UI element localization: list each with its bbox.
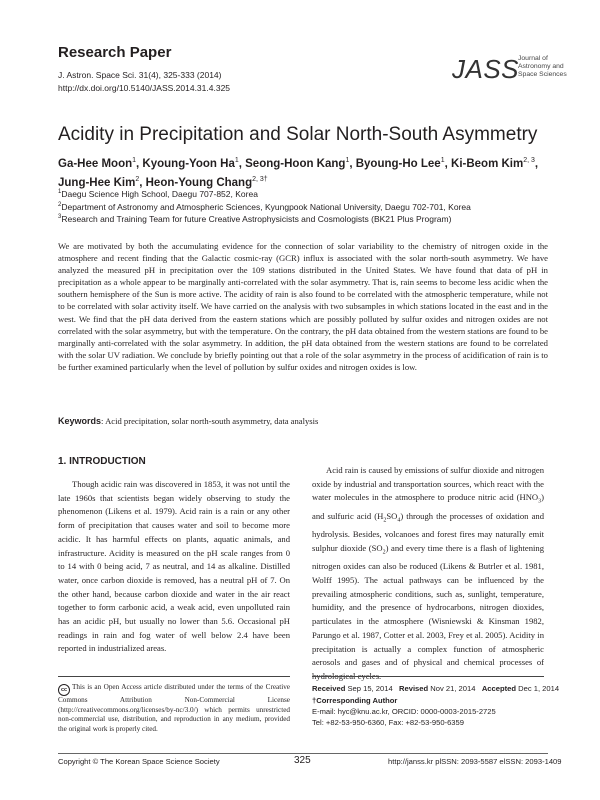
doi-link[interactable]: http://dx.doi.org/10.5140/JASS.2014.31.4.325 — [58, 83, 231, 93]
footer-issn: http://janss.kr plSSN: 2093-5587 elSSN: 2093-1409 — [388, 757, 562, 766]
author-name: Byoung-Ho Lee — [355, 157, 441, 170]
author-name: Kyoung-Yoon Ha — [142, 157, 235, 170]
author-affiliation-marker: 1 — [345, 157, 350, 164]
author-affiliation-marker: 2 — [135, 175, 140, 183]
keywords — [58, 416, 318, 426]
author-name: Heon-Young Chang — [145, 176, 253, 189]
author-email: E-mail: hyc@knu.ac.kr, ORCID: 0000-0003-2015-2725 — [312, 707, 496, 716]
body-column-left: Though acidic rain was discovered in 1853, it was not until the late 1960s that scientists began widely observing to study the phenomenon (Likens et al. 1979). Acid rain is a rain or any other form of precipitation that causes water and soil to become more acidic. It has harmful effects on plants, aquatic animals, and infrastructure. Acidity is measured on the pH scale ranges from 0 to 14 with 0 being acid, 7 as neutral, and 14 as alkaline. Distilled water, once carbon dioxide is removed, has a neutral pH of 7. On the other hand, because carbon dioxide and water in the air react together to form carbonic acid, a weak acid, even unpolluted rain has an acidic pH, but usually no lower than 5.6. Occasional pH readings in rain and fog water of well below 2.4 have been reported in industrialized areas. — [58, 479, 290, 654]
author-affiliation-marker: 2, 3† — [252, 175, 268, 183]
author-name: Ki-Beom Kim — [451, 157, 524, 170]
page-number: 325 — [294, 755, 311, 766]
affiliation-1 — [58, 187, 258, 200]
affiliation-number: 2 — [58, 202, 62, 208]
author-affiliation-marker: 2, 3 — [523, 157, 535, 164]
license-note — [58, 683, 290, 734]
logo-wordmark: JASS — [452, 54, 520, 84]
journal-citation: J. Astron. Space Sci. 31(4), 325-333 (2014) — [58, 70, 222, 80]
section-heading: 1. INTRODUCTION — [58, 456, 146, 467]
affiliation-text: Department of Astronomy and Atmospheric Sciences, Kyungpook National University, Daegu 702-701, Korea — [61, 201, 471, 212]
author-affiliation-marker: 1 — [440, 157, 445, 164]
divider-right — [312, 676, 544, 677]
divider-left — [58, 676, 290, 677]
affiliation-3 — [58, 212, 451, 225]
author-phone: Tel: +82-53-950-6360, Fax: +82-53-950-6359 — [312, 718, 464, 727]
author-list: Ga-Hee Moon$^1$, Kyoung-Yoon Ha$^1$, Seong-Hoon Kang$^1$, Byoung-Ho Lee$^1$, Ki-Beom Kim$^{2, 3}$, Jung-Hee Kim$^2$, Heon-Young Chang$^{2, 3\dagger}$ — [58, 157, 539, 189]
paper-title: Acidity in Precipitation and Solar North-South Asymmetry — [58, 124, 538, 145]
author-affiliation-marker: 1 — [234, 157, 239, 164]
author-name: Ga-Hee Moon — [58, 157, 133, 170]
affiliation-text: Research and Training Team for future Creative Astrophysicists and Cosmologists (BK21 Plus Program) — [61, 213, 452, 224]
affiliation-number: 1 — [58, 189, 62, 195]
affiliation-text: Daegu Science High School, Daegu 707-852, Korea — [61, 188, 258, 199]
abstract: We are motivated by both the accumulating evidence for the connection of solar variability to the chemistry of nitrogen oxide in the atmosphere and recent finding that the Galactic cosmic-ray (GCR) influx is associated with the solar north-south asymmetry. We have analyzed the measured pH in precipitation over the 109 stations distributed in the United States. We have found that data of pH in precipitation as a whole appear to be marginally anti-correlated with the solar asymmetry. That is, rain seems to become less acidic when the southern hemisphere of the Sun is more active. The acidity of rain is also found to be correlated with the atmospheric temperature, while not to be correlated with solar activity itself. We have carried on the analysis with two subsamples in which stations located in the east and in the west. We find that the pH data derived from the eastern stations which are possibly polluted by sulfur oxides and nitrogen oxides are not correlated with the solar asymmetry, but with the temperature. On the contrary, the pH data obtained from the western stations are found to be marginally anti-correlated with the solar asymmetry. In addition, the pH data obtained from the western stations are found to be correlated with the solar UV radiation. We conclude by briefly pointing out that a role of the solar asymmetry in the process of acidification of rain is to be further examined particularly when the level of pollution by sulfur oxides and nitrogen oxides is low. — [58, 241, 548, 372]
journal-logo — [452, 52, 567, 92]
author-affiliation-marker: 1 — [132, 157, 137, 164]
license-text: This is an Open Access article distributed under the terms of the Creative Commons Attribution Non-Commercial License (http://creativecommons.org/licenses/by-nc/3.0/) which permits unrestricted non-commercial use, distribution, and reproduction in any medium, provided the original work is properly cited. — [58, 683, 290, 733]
creative-commons-icon: cc — [58, 684, 70, 696]
footer-copyright: Copyright © The Korean Space Science Society — [58, 757, 220, 766]
footer-divider — [58, 753, 548, 754]
author-name: Seong-Hoon Kang — [245, 157, 346, 170]
affiliation-2 — [58, 200, 471, 213]
affiliation-number: 3 — [58, 214, 62, 220]
article-dates: Received Sep 15, 2014 Revised Nov 21, 2014 Accepted Dec 1, 2014 — [312, 684, 560, 693]
logo-subtitle: Journal of Astronomy and Space Sciences — [518, 55, 567, 78]
keywords-text: : Acid precipitation, solar north-south asymmetry, data analysis — [101, 416, 319, 426]
corresponding-author-label: †Corresponding Author — [312, 696, 398, 705]
author-name: Jung-Hee Kim — [58, 176, 136, 189]
keywords-label: Keywords — [58, 416, 102, 426]
section-label: Research Paper — [58, 44, 172, 61]
body-column-right: Acid rain is caused by emissions of sulfur dioxide and nitrogen oxide by industrial and transportation sources, which react with the water molecules in the atmosphere to produce nitric acid $(HNO_3)$ and sulfuric acid $(H_2SO_4)$ through the processes of oxidation and hydrolysis. Besides, volcanoes and forest fires may naturally emit sulphur dioxide $(SO_2)$ and every time there is a flash of lightening nitrogen oxides can also be roduced (Likens & Butrler et al. 1981, Wolff 1995). The actual pathways can be influenced by the prevailing atmospheric conditions, such as, sunlight, temperature, humidity, and the presence of hydrocarbons, nitrogen dioxides, particulates in the atmosphere (Wisniewski & Kinsman 1982, Parungo et al. 1987, Cotter et al. 2003, Frey et al. 2005). Acidity in precipitation is actually a complex function of atmospheric aerosols and gases and of physical and chemical processes of hydrological cycles. — [312, 465, 544, 681]
